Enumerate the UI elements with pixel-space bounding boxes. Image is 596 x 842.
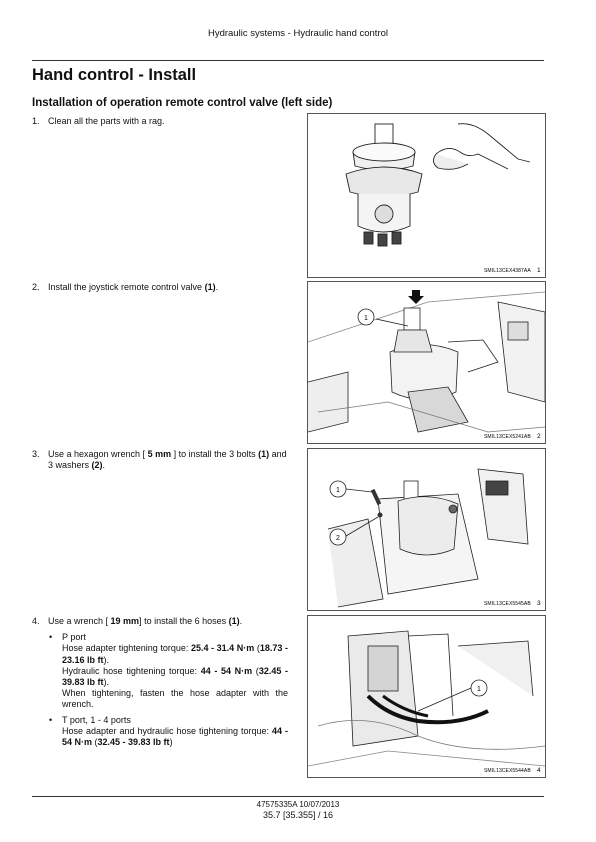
step-text: Use a hexagon wrench [ 5 mm ] to install the 3 bolts (1) and 3 washers (2). bbox=[48, 449, 287, 471]
step-4 bbox=[32, 616, 288, 752]
joystick-install-illustration bbox=[308, 282, 545, 443]
figure-4 bbox=[307, 615, 546, 778]
figure-1 bbox=[307, 113, 546, 278]
step-text: Clean all the parts with a rag. bbox=[48, 116, 165, 126]
bullet-icon: • bbox=[49, 632, 53, 643]
list-item-p-port: • P port Hose adapter tightening torque: 25.4 - 31.4 N·m (18.73 - 23.16 lb ft). Hydraulic hose tightening torque: 44 - 54 N·m (32.45 - 39.83 lb ft). When tightening, fasten the hose adapter with the wrench. bbox=[49, 632, 288, 710]
figure-number: 4 bbox=[537, 767, 541, 774]
insert-arrow-icon bbox=[408, 290, 424, 304]
callout-label: 1 bbox=[477, 686, 481, 693]
header-rule bbox=[32, 60, 544, 61]
figure-number: 3 bbox=[537, 600, 541, 607]
step-2 bbox=[32, 282, 288, 293]
page-title: Hand control - Install bbox=[32, 66, 197, 84]
figure-3 bbox=[307, 448, 546, 611]
callout-label: 1 bbox=[336, 487, 340, 494]
callout-label: 1 bbox=[364, 315, 368, 322]
step-number: 4. bbox=[32, 616, 40, 626]
step-text: Use a wrench [ 19 mm] to install the 6 hoses (1). bbox=[48, 616, 243, 626]
torque-list bbox=[48, 632, 288, 748]
figure-caption: SMIL13CEX5241AB bbox=[484, 434, 531, 440]
callout-label: 2 bbox=[336, 535, 340, 542]
footer-page-number: 35.7 [35.355] / 16 bbox=[262, 810, 334, 820]
figure-caption: SMIL13CEX5544AB bbox=[484, 768, 531, 774]
figure-number: 2 bbox=[537, 433, 541, 440]
step-number: 2. bbox=[32, 282, 40, 292]
bolt-install-illustration bbox=[308, 449, 545, 610]
section-title: Installation of operation remote control valve (left side) bbox=[32, 97, 333, 109]
figure-2 bbox=[307, 281, 546, 444]
figure-caption: SMIL13CEX5545AB bbox=[484, 601, 531, 607]
step-1 bbox=[32, 116, 288, 127]
figure-number: 1 bbox=[537, 267, 541, 274]
list-item-t-port: • T port, 1 - 4 ports Hose adapter and hydraulic hose tightening torque: 44 - 54 N·m (32.45 - 39.83 lb ft) bbox=[49, 714, 289, 748]
footer-rule bbox=[32, 796, 544, 797]
figure-caption: SMIL13CEX4387AA bbox=[484, 268, 531, 274]
step-number: 1. bbox=[32, 116, 40, 126]
bullet-icon: • bbox=[49, 714, 53, 725]
valve-cleaning-illustration bbox=[308, 114, 545, 277]
running-header: Hydraulic systems - Hydraulic hand control bbox=[207, 28, 389, 39]
footer-doc-id: 47575335A 10/07/2013 bbox=[256, 800, 340, 809]
hose-install-illustration bbox=[308, 616, 545, 777]
step-3 bbox=[32, 449, 288, 471]
step-text: Install the joystick remote control valve (1). bbox=[48, 282, 219, 292]
step-number: 3. bbox=[32, 449, 40, 459]
